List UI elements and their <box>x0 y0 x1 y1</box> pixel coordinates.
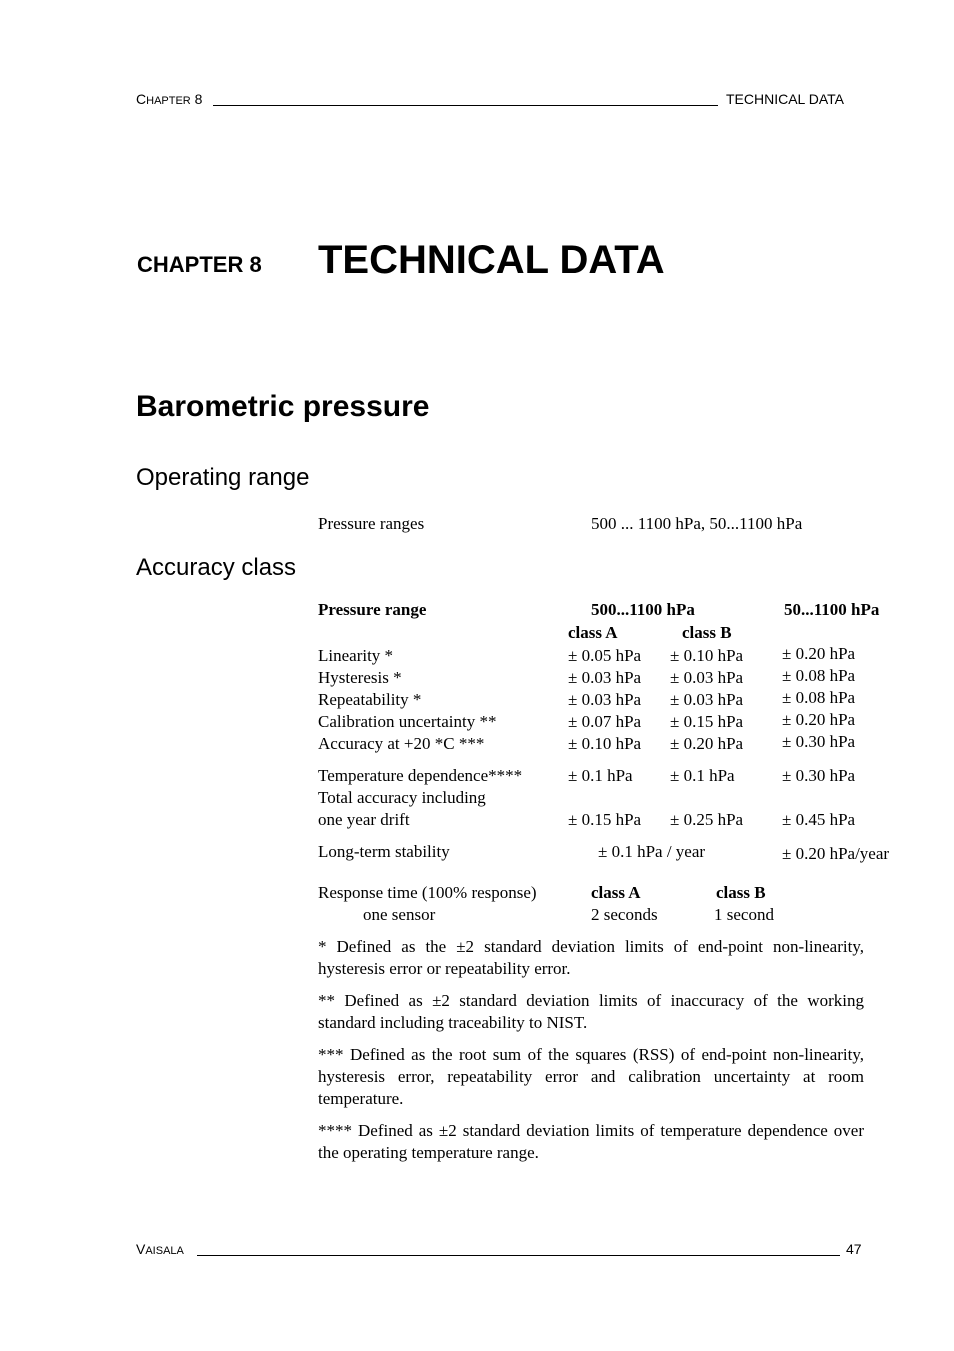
chapter-title: TECHNICAL DATA <box>318 238 665 282</box>
row-label: Linearity * <box>318 646 394 665</box>
row-value-a: ± 0.05 hPa <box>568 646 642 665</box>
response-value-b: 1 second <box>714 905 774 924</box>
col-header-class-a: class A <box>568 623 618 642</box>
row-value-a: ± 0.03 hPa <box>568 668 642 687</box>
subsection-accuracy-class: Accuracy class <box>136 554 297 581</box>
row-label: Repeatability * <box>318 690 422 709</box>
temp-dependence-c: ± 0.30 hPa <box>782 766 856 785</box>
subsection-operating-range: Operating range <box>136 464 310 491</box>
total-accuracy-c: ± 0.45 hPa <box>782 810 856 829</box>
long-term-stability-label: Long-term stability <box>318 842 450 861</box>
total-accuracy-label-2: one year drift <box>318 810 410 829</box>
temp-dependence-label: Temperature dependence**** <box>318 766 523 785</box>
header-rule <box>213 105 718 106</box>
row-label: Hysteresis * <box>318 668 402 687</box>
pressure-ranges-label: Pressure ranges <box>318 514 425 533</box>
footnote-2: ** Defined as ±2 standard deviation limits of inaccuracy of the working standard including traceability to NIST. <box>318 991 864 1032</box>
row-value-b: ± 0.20 hPa <box>670 734 744 753</box>
footnote-4: **** Defined as ±2 standard deviation limits of temperature dependence over the operating temperature range. <box>318 1121 864 1162</box>
total-accuracy-a: ± 0.15 hPa <box>568 810 642 829</box>
running-header-chapter: CHAPTER 8 <box>136 91 203 107</box>
total-accuracy-b: ± 0.25 hPa <box>670 810 744 829</box>
row-label: Accuracy at +20 *C *** <box>318 734 485 753</box>
long-term-stability-ab: ± 0.1 hPa / year <box>598 842 706 861</box>
long-term-stability-c: ± 0.20 hPa/year <box>782 844 890 863</box>
page-number: 47 <box>846 1241 862 1257</box>
col-header-class-b: class B <box>682 623 732 642</box>
temp-dependence-b: ± 0.1 hPa <box>670 766 735 785</box>
footnote-1: * Defined as the ±2 standard deviation limits of end-point non-linearity, hysteresis error or repeatability error. <box>318 937 864 978</box>
row-value-b: ± 0.03 hPa <box>670 668 744 687</box>
col-header-range1: 500...1100 hPa <box>591 600 695 619</box>
row-value-b: ± 0.10 hPa <box>670 646 744 665</box>
footer-brand: VAISALA <box>136 1241 184 1257</box>
pressure-ranges-value: 500 ... 1100 hPa, 50...1100 hPa <box>591 514 803 533</box>
footer-rule <box>197 1255 840 1256</box>
row-value-a: ± 0.03 hPa <box>568 690 642 709</box>
col-header-pressure-range: Pressure range <box>318 600 427 619</box>
response-value-a: 2 seconds <box>591 905 658 924</box>
response-class-b: class B <box>716 883 766 902</box>
row-value-c: ± 0.30 hPa <box>782 732 856 751</box>
footnote-3: *** Defined as the root sum of the squares (RSS) of end-point non-linearity, hysteresis error, repeatability error and calibration uncertainty at room temperature. <box>318 1045 864 1108</box>
row-value-a: ± 0.10 hPa <box>568 734 642 753</box>
section-title: Barometric pressure <box>136 390 430 423</box>
row-value-c: ± 0.20 hPa <box>782 710 856 729</box>
row-label: Calibration uncertainty ** <box>318 712 497 731</box>
chapter-label: CHAPTER 8 <box>137 252 262 277</box>
row-value-b: ± 0.03 hPa <box>670 690 744 709</box>
running-header-title: TECHNICAL DATA <box>726 91 844 107</box>
row-value-c: ± 0.20 hPa <box>782 644 856 663</box>
row-value-c: ± 0.08 hPa <box>782 666 856 685</box>
col-header-range2: 50...1100 hPa <box>784 600 880 619</box>
response-time-label: Response time (100% response) <box>318 883 537 902</box>
row-value-c: ± 0.08 hPa <box>782 688 856 707</box>
response-sub-label: one sensor <box>363 905 436 924</box>
total-accuracy-label-1: Total accuracy including <box>318 788 486 807</box>
row-value-a: ± 0.07 hPa <box>568 712 642 731</box>
row-value-b: ± 0.15 hPa <box>670 712 744 731</box>
temp-dependence-a: ± 0.1 hPa <box>568 766 633 785</box>
response-class-a: class A <box>591 883 641 902</box>
